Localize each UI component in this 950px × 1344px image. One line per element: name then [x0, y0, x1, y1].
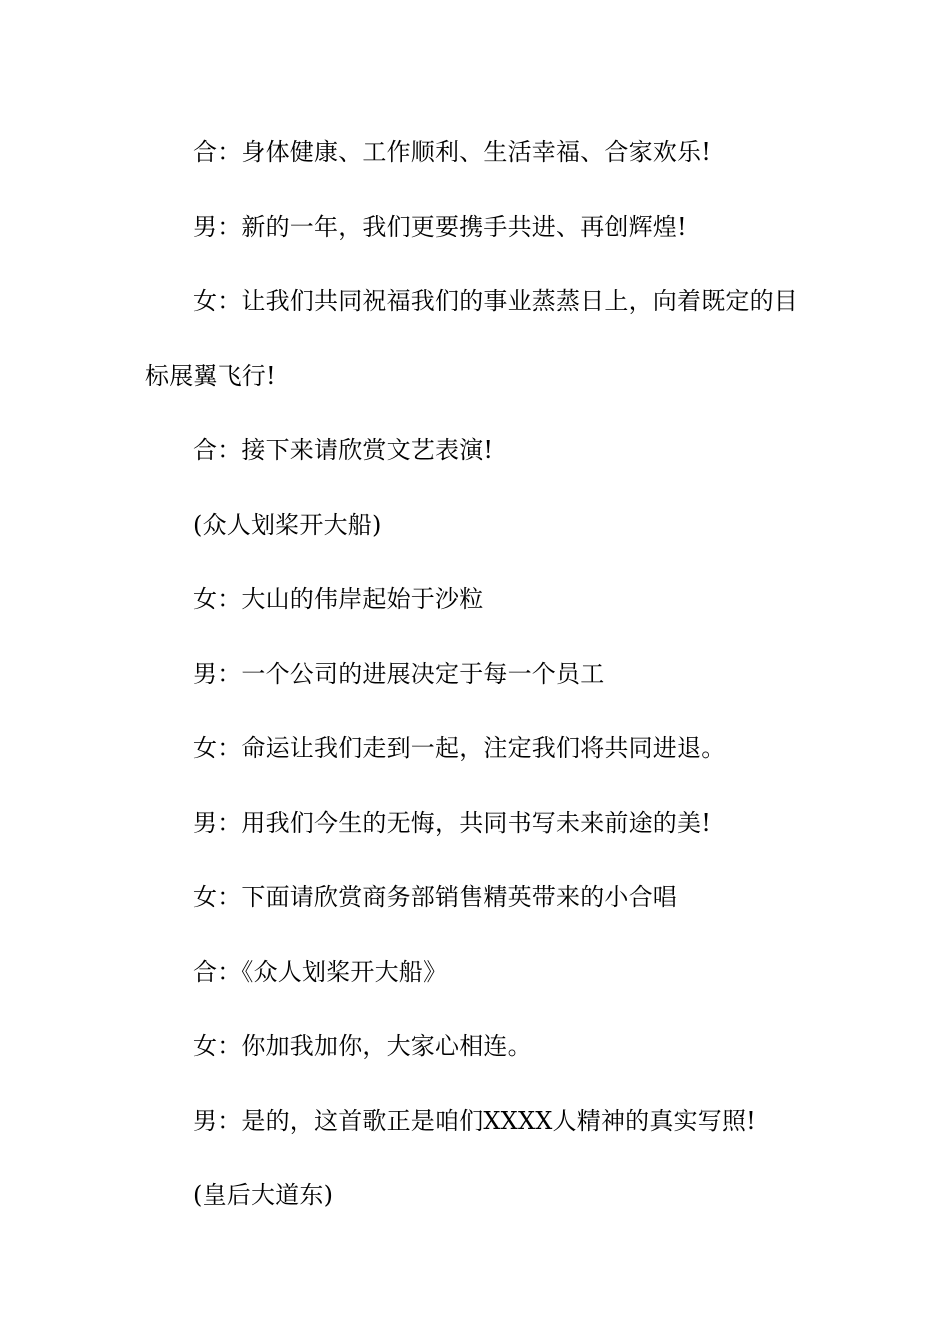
- text-line: 女：你加我加你，大家心相连。: [193, 1032, 532, 1060]
- text-line: 女：大山的伟岸起始于沙粒: [193, 585, 484, 613]
- text-line: 女：命运让我们走到一起，注定我们将共同进退。: [193, 734, 726, 762]
- text-line: 女：下面请欣赏商务部销售精英带来的小合唱: [193, 883, 677, 911]
- text-line-continuation: 标展翼飞行!: [145, 361, 276, 390]
- script-text: [145, 132, 805, 1250]
- text-line: 男：是的，这首歌正是咱们XXXX人精神的真实写照!: [193, 1106, 756, 1135]
- text-line: 女：让我们共同祝福我们的事业蒸蒸日上，向着既定的目: [193, 287, 798, 315]
- text-line: 男：一个公司的进展决定于每一个员工: [193, 659, 605, 688]
- stage-direction: (众人划桨开大船): [193, 510, 382, 539]
- text-line: 男：新的一年，我们更要携手共进、再创辉煌!: [193, 212, 687, 241]
- text-line: 合：身体健康、工作顺利、生活幸福、合家欢乐!: [193, 138, 712, 166]
- text-line: 合：接下来请欣赏文艺表演!: [193, 436, 494, 464]
- text-line: 男：用我们今生的无悔，共同书写未来前途的美!: [193, 808, 712, 837]
- stage-direction: (皇后大道东): [193, 1181, 334, 1209]
- text-line: 合：《众人划桨开大船》: [193, 957, 448, 986]
